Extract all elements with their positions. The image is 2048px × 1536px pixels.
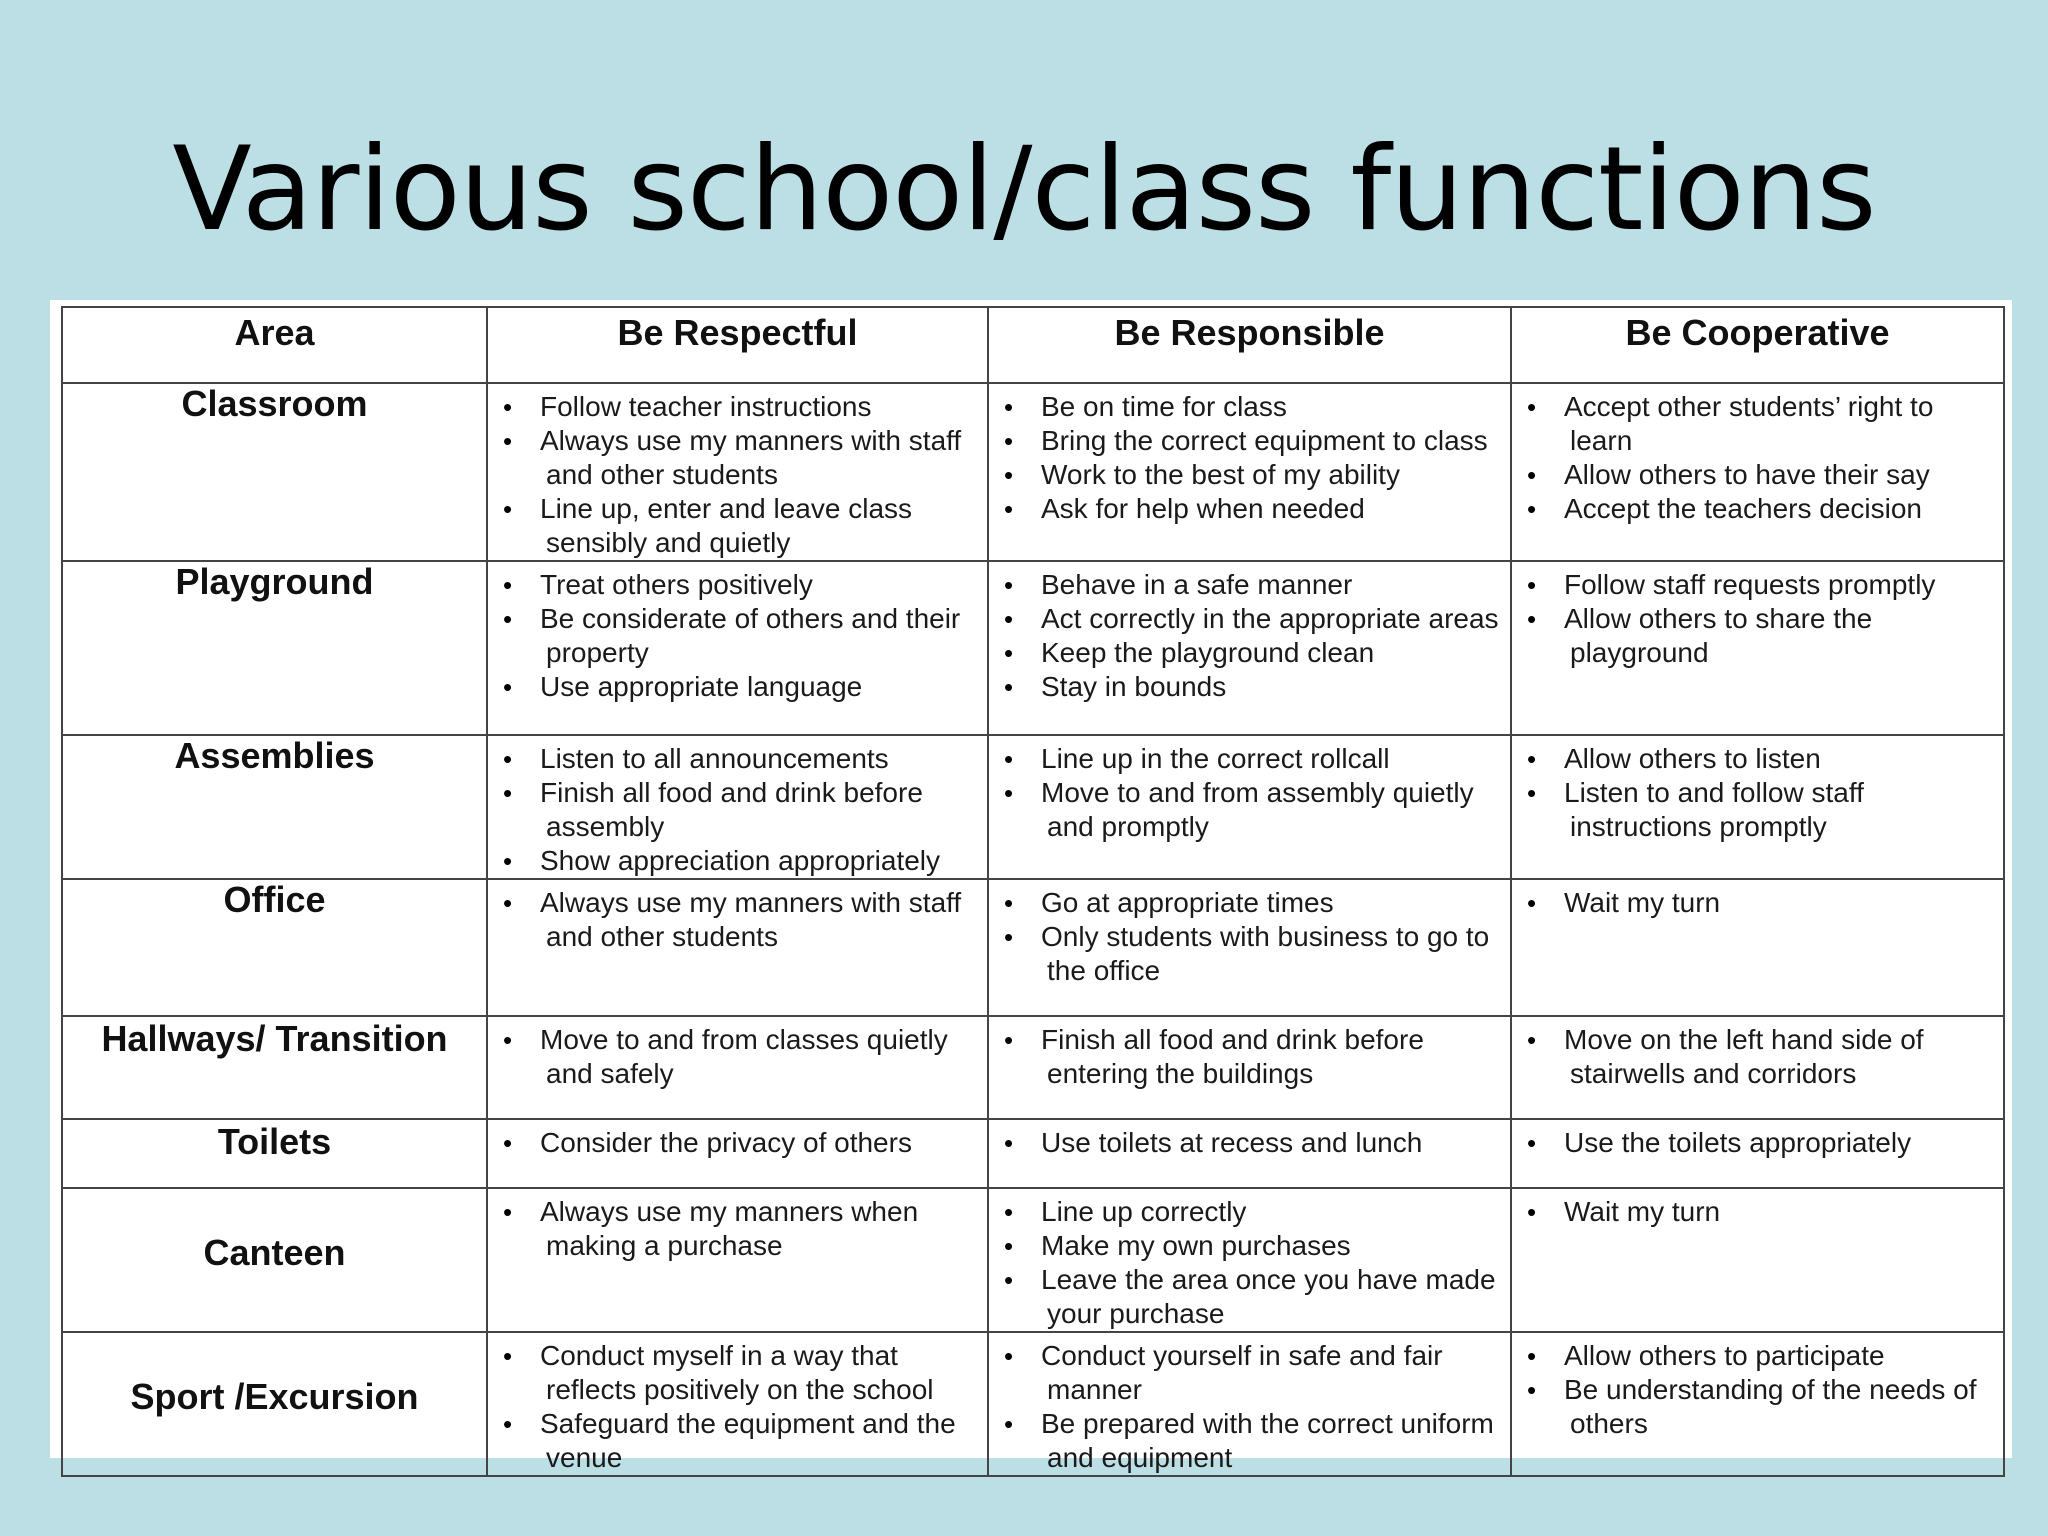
respectful-cell [487, 1119, 988, 1188]
responsible-cell [988, 1016, 1511, 1119]
table-row [62, 383, 2004, 561]
area-cell-sport-excursion: Sport /Excursion [62, 1332, 487, 1476]
list-item: • Allow others to have their say [1564, 458, 1995, 492]
respectful-cell [487, 1016, 988, 1119]
list-item: • Conduct myself in a way that reflects positively on the school [540, 1339, 979, 1407]
list-item: • Listen to and follow staff instructions promptly [1564, 776, 1995, 844]
list-item: • Go at appropriate times [1041, 886, 1502, 920]
respectful-cell [487, 879, 988, 1016]
slide-title: Various school/class functions [172, 122, 1876, 257]
cooperative-list [1512, 384, 2003, 526]
header-area: Area [62, 307, 487, 383]
area-cell-office: Office [62, 879, 487, 1016]
cooperative-list [1512, 1333, 2003, 1441]
list-item: • Always use my manners with staff and other students [540, 886, 979, 954]
responsible-list [989, 1189, 1510, 1331]
list-item: • Listen to all announcements [540, 742, 979, 776]
respectful-list [488, 1189, 987, 1263]
list-item: • Use the toilets appropriately [1564, 1126, 1995, 1160]
list-item: • Keep the playground clean [1041, 636, 1502, 670]
area-cell-classroom: Classroom [62, 383, 487, 561]
responsible-cell [988, 1332, 1511, 1476]
respectful-list [488, 1120, 987, 1160]
cooperative-list [1512, 1017, 2003, 1091]
responsible-list [989, 736, 1510, 844]
list-item: • Wait my turn [1564, 1195, 1995, 1229]
header-be-cooperative: Be Cooperative [1511, 307, 2004, 383]
respectful-list [488, 736, 987, 878]
cooperative-cell [1511, 561, 2004, 735]
respectful-list [488, 880, 987, 954]
responsible-cell [988, 735, 1511, 879]
table-row [62, 879, 2004, 1016]
respectful-list [488, 562, 987, 704]
list-item: • Consider the privacy of others [540, 1126, 979, 1160]
list-item: • Only students with business to go to the office [1041, 920, 1502, 988]
list-item: • Work to the best of my ability [1041, 458, 1502, 492]
table-row [62, 1332, 2004, 1476]
list-item: • Treat others positively [540, 568, 979, 602]
list-item: • Wait my turn [1564, 886, 1995, 920]
list-item: • Stay in bounds [1041, 670, 1502, 704]
list-item: • Accept other students’ right to learn [1564, 390, 1995, 458]
header-row [62, 307, 2004, 383]
list-item: • Bring the correct equipment to class [1041, 424, 1502, 458]
list-item: • Finish all food and drink before entering the buildings [1041, 1023, 1502, 1091]
list-item: • Act correctly in the appropriate areas [1041, 602, 1502, 636]
respectful-list [488, 384, 987, 560]
respectful-cell [487, 1332, 988, 1476]
table-row [62, 1016, 2004, 1119]
list-item: • Always use my manners when making a purchase [540, 1195, 979, 1263]
behaviour-table [61, 306, 2005, 1477]
responsible-cell [988, 1188, 1511, 1332]
list-item: • Accept the teachers decision [1564, 492, 1995, 526]
respectful-cell [487, 1188, 988, 1332]
list-item: • Move on the left hand side of stairwells and corridors [1564, 1023, 1995, 1091]
area-cell-playground: Playground [62, 561, 487, 735]
responsible-cell [988, 561, 1511, 735]
respectful-cell [487, 383, 988, 561]
list-item: • Be on time for class [1041, 390, 1502, 424]
responsible-list [989, 562, 1510, 704]
list-item: • Use appropriate language [540, 670, 979, 704]
list-item: • Allow others to participate [1564, 1339, 1995, 1373]
responsible-list [989, 1120, 1510, 1160]
list-item: • Be prepared with the correct uniform and equipment [1041, 1407, 1502, 1475]
respectful-cell [487, 561, 988, 735]
cooperative-cell [1511, 879, 2004, 1016]
table-row [62, 735, 2004, 879]
area-cell-canteen: Canteen [62, 1188, 487, 1332]
list-item: • Always use my manners with staff and other students [540, 424, 979, 492]
cooperative-list [1512, 880, 2003, 920]
list-item: • Make my own purchases [1041, 1229, 1502, 1263]
responsible-list [989, 1017, 1510, 1091]
list-item: • Allow others to listen [1564, 742, 1995, 776]
table-row [62, 561, 2004, 735]
table-row [62, 1188, 2004, 1332]
table-panel [50, 300, 2012, 1473]
cooperative-list [1512, 1120, 2003, 1160]
responsible-list [989, 1333, 1510, 1475]
area-cell-hallways-transition: Hallways/ Transition [62, 1016, 487, 1119]
cooperative-list [1512, 736, 2003, 844]
cooperative-cell [1511, 1016, 2004, 1119]
header-be-respectful: Be Respectful [487, 307, 988, 383]
list-item: • Finish all food and drink before assembly [540, 776, 979, 844]
list-item: • Follow teacher instructions [540, 390, 979, 424]
list-item: • Line up, enter and leave class sensibly and quietly [540, 492, 979, 560]
list-item: • Show appreciation appropriately [540, 844, 979, 878]
responsible-cell [988, 879, 1511, 1016]
area-cell-toilets: Toilets [62, 1119, 487, 1188]
cooperative-cell [1511, 735, 2004, 879]
cooperative-cell [1511, 1332, 2004, 1476]
cooperative-cell [1511, 383, 2004, 561]
list-item: • Line up in the correct rollcall [1041, 742, 1502, 776]
list-item: • Ask for help when needed [1041, 492, 1502, 526]
list-item: • Line up correctly [1041, 1195, 1502, 1229]
responsible-list [989, 384, 1510, 526]
cooperative-list [1512, 1189, 2003, 1229]
cooperative-cell [1511, 1188, 2004, 1332]
cooperative-list [1512, 562, 2003, 670]
list-item: • Conduct yourself in safe and fair manner [1041, 1339, 1502, 1407]
list-item: • Leave the area once you have made your purchase [1041, 1263, 1502, 1331]
list-item: • Allow others to share the playground [1564, 602, 1995, 670]
list-item: • Use toilets at recess and lunch [1041, 1126, 1502, 1160]
list-item: • Safeguard the equipment and the venue [540, 1407, 979, 1475]
responsible-cell [988, 1119, 1511, 1188]
area-cell-assemblies: Assemblies [62, 735, 487, 879]
list-item: • Move to and from classes quietly and safely [540, 1023, 979, 1091]
header-be-responsible: Be Responsible [988, 307, 1511, 383]
table-row [62, 1119, 2004, 1188]
respectful-cell [487, 735, 988, 879]
respectful-list [488, 1017, 987, 1091]
responsible-cell [988, 383, 1511, 561]
list-item: • Follow staff requests promptly [1564, 568, 1995, 602]
cooperative-cell [1511, 1119, 2004, 1188]
table-body [62, 383, 2004, 1476]
list-item: • Move to and from assembly quietly and promptly [1041, 776, 1502, 844]
list-item: • Be understanding of the needs of others [1564, 1373, 1995, 1441]
list-item: • Be considerate of others and their property [540, 602, 979, 670]
list-item: • Behave in a safe manner [1041, 568, 1502, 602]
responsible-list [989, 880, 1510, 988]
respectful-list [488, 1333, 987, 1475]
